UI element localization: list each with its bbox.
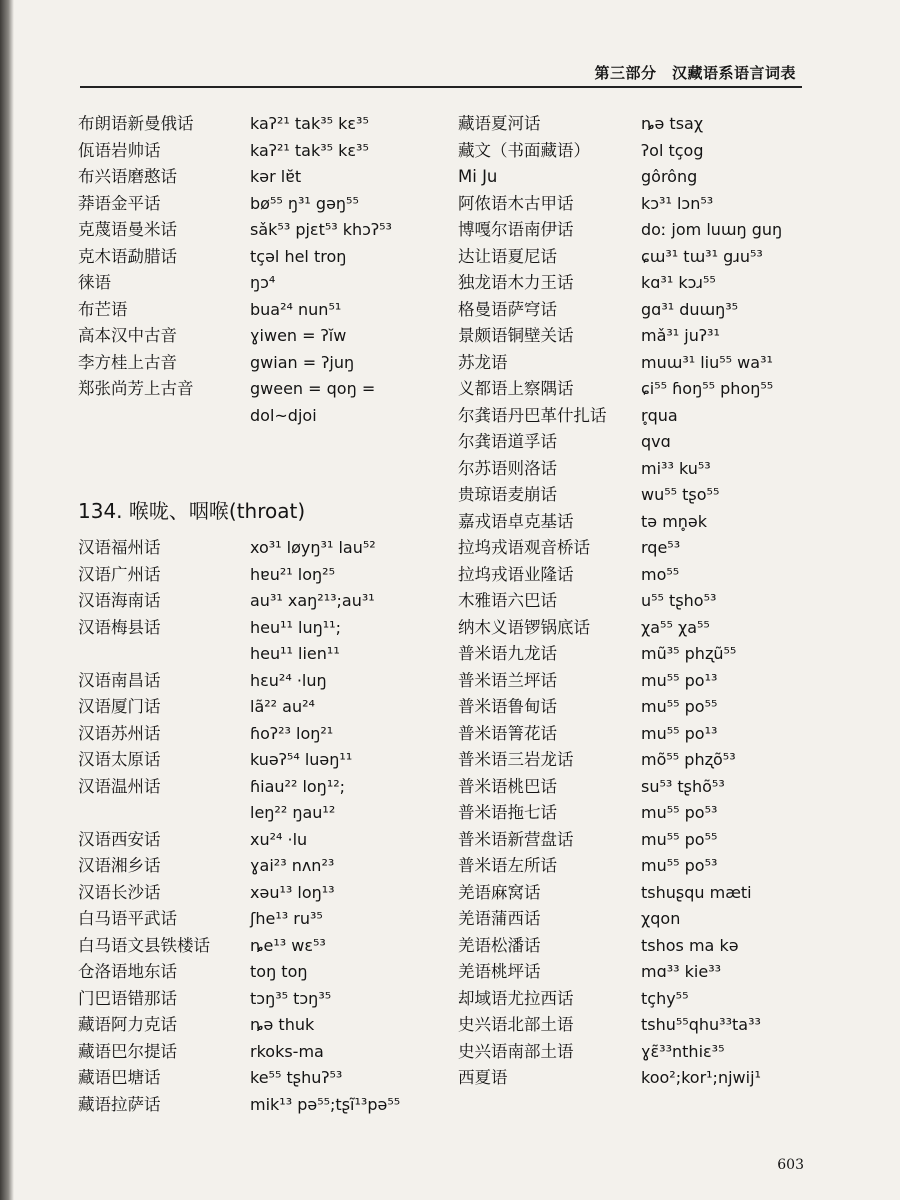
entry-row bbox=[78, 191, 418, 218]
word-form: kaʔ²¹ tak³⁵ kɛ³⁵ bbox=[250, 140, 369, 160]
language-name: 郑张尚芳上古音 bbox=[78, 379, 194, 398]
entry-row bbox=[458, 535, 818, 562]
word-form: mɑ³³ kie³³ bbox=[641, 962, 722, 981]
entry-row bbox=[458, 880, 818, 907]
entry-row bbox=[78, 1092, 418, 1119]
word-form: ʃhe¹³ ru³⁵ bbox=[250, 909, 323, 928]
entry-row bbox=[78, 1039, 418, 1066]
entry-row bbox=[78, 323, 418, 350]
word-form: ɣai²³ nʌn²³ bbox=[250, 856, 335, 875]
word-form: lã²² au²⁴ bbox=[250, 697, 315, 716]
word-form: leŋ²² ŋau¹² bbox=[250, 803, 336, 822]
word-form: su⁵³ tʂhõ⁵³ bbox=[641, 776, 725, 796]
word-form: kɔ³¹ lɔn⁵³ bbox=[641, 193, 714, 213]
entry-row bbox=[458, 297, 818, 324]
entry-row bbox=[458, 244, 818, 271]
language-name: 藏文（书面藏语） bbox=[458, 140, 590, 160]
language-name: 汉语温州话 bbox=[78, 776, 161, 796]
word-form: tɔŋ³⁵ tɔŋ³⁵ bbox=[250, 988, 332, 1008]
language-name: 博嘎尔语南伊话 bbox=[458, 220, 574, 239]
word-form: gɑ³¹ duɯŋ³⁵ bbox=[641, 299, 739, 319]
entry-row bbox=[78, 615, 418, 642]
word-form: bø⁵⁵ ŋ³¹ gəŋ⁵⁵ bbox=[250, 193, 359, 213]
entry-row bbox=[458, 588, 818, 615]
entry-row bbox=[78, 641, 418, 668]
entry-row bbox=[458, 191, 818, 218]
word-form: xu²⁴ ·lu bbox=[250, 829, 308, 849]
entry-row bbox=[78, 1065, 418, 1092]
language-name: 白马语文县铁楼话 bbox=[78, 935, 210, 955]
language-name: 阿侬语木古甲话 bbox=[458, 193, 574, 213]
word-form: ŋɔ⁴ bbox=[250, 273, 276, 292]
word-form: doː jom luɯŋ guŋ bbox=[641, 220, 783, 239]
entry-row bbox=[458, 217, 818, 244]
word-form: ʔol tçog bbox=[641, 140, 704, 160]
entry-row bbox=[458, 1039, 818, 1066]
language-name: 汉语广州话 bbox=[78, 564, 161, 584]
word-form: ɦiau²² loŋ¹²; bbox=[250, 776, 346, 796]
language-name: 汉语梅县话 bbox=[78, 617, 161, 637]
entry-row bbox=[78, 774, 418, 801]
word-form: mu⁵⁵ po¹³ bbox=[641, 723, 718, 743]
language-name: 西夏语 bbox=[458, 1068, 508, 1087]
word-form: hɛu²⁴ ·luŋ bbox=[250, 670, 327, 690]
section-title: 134. 喉咙、咽喉(throat) bbox=[78, 499, 306, 523]
entry-row bbox=[78, 297, 418, 324]
word-form: mu⁵⁵ po⁵³ bbox=[641, 856, 718, 875]
language-name: 义都语上察隅话 bbox=[458, 379, 574, 398]
language-name: Mi Ju bbox=[458, 167, 498, 186]
entry-row bbox=[458, 694, 818, 721]
language-name: 克蔑语曼米话 bbox=[78, 220, 177, 239]
entry-row bbox=[78, 800, 418, 827]
entry-row bbox=[458, 959, 818, 986]
entry-row bbox=[78, 694, 418, 721]
word-form: rqe⁵³ bbox=[641, 538, 681, 557]
language-name: 拉坞戎语业隆话 bbox=[458, 564, 574, 584]
language-name: 木雅语六巴话 bbox=[458, 591, 557, 610]
language-name: 却域语尤拉西话 bbox=[458, 988, 574, 1008]
language-name: 尔龚语丹巴革什扎话 bbox=[458, 405, 607, 425]
language-name: 高本汉中古音 bbox=[78, 326, 177, 345]
word-form: toŋ toŋ bbox=[250, 962, 308, 981]
entry-row bbox=[78, 721, 418, 748]
language-name: 汉语厦门话 bbox=[78, 697, 161, 716]
language-name: 汉语西安话 bbox=[78, 829, 161, 849]
word-form: tçəl hel troŋ bbox=[250, 246, 347, 266]
language-name: 贵琼语麦崩话 bbox=[458, 485, 557, 504]
language-name: 仓洛语地东话 bbox=[78, 962, 177, 981]
language-name: 羌语蒲西话 bbox=[458, 909, 541, 928]
language-name: 汉语南昌话 bbox=[78, 670, 161, 690]
left-column bbox=[78, 111, 418, 1118]
language-name: 尔苏语则洛话 bbox=[458, 458, 557, 478]
language-name: 尔龚语道孚话 bbox=[458, 432, 557, 451]
language-name: 普米语九龙话 bbox=[458, 644, 557, 663]
language-name: 克木语勐腊话 bbox=[78, 246, 177, 266]
word-form: mõ⁵⁵ phʐõ⁵³ bbox=[641, 750, 736, 769]
word-form: tshu⁵⁵qhu³³ta³³ bbox=[641, 1015, 761, 1034]
word-form: ɣiwen = ʔĭw bbox=[250, 326, 347, 345]
language-name: 汉语苏州话 bbox=[78, 723, 161, 743]
word-form: rkoks-ma bbox=[250, 1041, 324, 1061]
language-name: 拉坞戎语观音桥话 bbox=[458, 538, 590, 557]
word-form: mu⁵⁵ po⁵⁵ bbox=[641, 829, 718, 849]
entry-row bbox=[78, 562, 418, 589]
language-name: 布朗语新曼俄话 bbox=[78, 114, 194, 133]
language-name: 汉语福州话 bbox=[78, 538, 161, 557]
language-name: 佤语岩帅话 bbox=[78, 140, 161, 160]
running-header bbox=[80, 62, 802, 88]
language-name: 独龙语木力王话 bbox=[458, 273, 574, 292]
word-form: gween = qoŋ = bbox=[250, 379, 376, 398]
language-name: 羌语松潘话 bbox=[458, 935, 541, 955]
language-name: 普米语拖七话 bbox=[458, 803, 557, 822]
language-name: 普米语桃巴话 bbox=[458, 776, 557, 796]
language-name: 藏语巴塘话 bbox=[78, 1068, 161, 1087]
entry-row bbox=[78, 270, 418, 297]
language-name: 普米语三岩龙话 bbox=[458, 750, 574, 769]
language-name: 藏语阿力克话 bbox=[78, 1015, 177, 1034]
word-form: koo²;kor¹;njwij¹ bbox=[641, 1068, 761, 1087]
entry-row bbox=[458, 986, 818, 1013]
word-form: tshos ma kə bbox=[641, 935, 739, 955]
word-form: muɯ³¹ liu⁵⁵ wa³¹ bbox=[641, 352, 773, 372]
entry-row bbox=[78, 853, 418, 880]
entry-row bbox=[78, 668, 418, 695]
language-name: 苏龙语 bbox=[458, 352, 508, 372]
word-form: bua²⁴ nun⁵¹ bbox=[250, 299, 342, 319]
entry-row bbox=[458, 1012, 818, 1039]
right-column bbox=[458, 111, 818, 1092]
book-spine-shadow bbox=[0, 0, 14, 1200]
entry-row bbox=[458, 350, 818, 377]
word-form: ɦoʔ²³ loŋ²¹ bbox=[250, 723, 334, 743]
entry-row bbox=[458, 509, 818, 536]
language-name: 达让语夏尼话 bbox=[458, 246, 557, 266]
entry-row bbox=[458, 800, 818, 827]
entry-row bbox=[78, 933, 418, 960]
entry-row bbox=[78, 217, 418, 244]
entry-row bbox=[458, 827, 818, 854]
language-name: 布芒语 bbox=[78, 299, 128, 319]
right-entries bbox=[458, 111, 818, 1092]
entry-row bbox=[458, 1065, 818, 1092]
word-form: tə mn̥ək bbox=[641, 511, 708, 531]
word-form: kaʔ²¹ tak³⁵ kɛ³⁵ bbox=[250, 114, 369, 133]
word-form: gôrông bbox=[641, 167, 698, 186]
entry-row bbox=[458, 270, 818, 297]
entry-row bbox=[458, 721, 818, 748]
word-form: χqon bbox=[641, 909, 681, 928]
language-name: 普米语兰坪话 bbox=[458, 670, 557, 690]
entry-row bbox=[458, 111, 818, 138]
language-name: 普米语箐花话 bbox=[458, 723, 557, 743]
word-form: wu⁵⁵ tʂo⁵⁵ bbox=[641, 485, 720, 504]
language-name: 普米语新营盘话 bbox=[458, 829, 574, 849]
word-form: gwian = ʔjuŋ bbox=[250, 352, 355, 372]
entry-row bbox=[458, 138, 818, 165]
language-name: 史兴语北部土语 bbox=[458, 1015, 574, 1034]
language-name: 汉语太原话 bbox=[78, 750, 161, 769]
language-name: 纳木义语锣锅底话 bbox=[458, 617, 590, 637]
entry-row bbox=[458, 906, 818, 933]
language-name: 格曼语萨穹话 bbox=[458, 299, 557, 319]
entry-row bbox=[78, 959, 418, 986]
word-form: ȵə tsaχ bbox=[641, 114, 704, 133]
entry-row bbox=[78, 138, 418, 165]
entry-row bbox=[458, 403, 818, 430]
entry-row bbox=[78, 747, 418, 774]
entry-row bbox=[78, 588, 418, 615]
language-name: 史兴语南部土语 bbox=[458, 1041, 574, 1061]
word-form: u⁵⁵ tʂho⁵³ bbox=[641, 591, 717, 610]
word-form: tçhy⁵⁵ bbox=[641, 988, 689, 1008]
language-name: 景颇语铜壁关话 bbox=[458, 326, 574, 345]
language-name: 莽语金平话 bbox=[78, 193, 161, 213]
word-form: ɕi⁵⁵ ɦoŋ⁵⁵ phoŋ⁵⁵ bbox=[641, 379, 774, 398]
word-form: mǎ³¹ juʔ³¹ bbox=[641, 326, 720, 345]
language-name: 羌语桃坪话 bbox=[458, 962, 541, 981]
word-form: heu¹¹ luŋ¹¹; bbox=[250, 617, 341, 637]
running-header-title: 第三部分 汉藏语系语言词表 bbox=[594, 64, 796, 82]
entry-row bbox=[458, 933, 818, 960]
word-form: kɑ³¹ kɔɹ⁵⁵ bbox=[641, 273, 716, 292]
language-name: 汉语长沙话 bbox=[78, 882, 161, 902]
entry-row bbox=[78, 986, 418, 1013]
entry-row bbox=[458, 562, 818, 589]
page-number: 603 bbox=[777, 1157, 804, 1173]
language-name: 汉语海南话 bbox=[78, 591, 161, 610]
entry-row bbox=[78, 111, 418, 138]
entry-row bbox=[78, 376, 418, 403]
word-form: ke⁵⁵ tʂhuʔ⁵³ bbox=[250, 1068, 343, 1087]
entry-row bbox=[78, 403, 418, 430]
entry-row bbox=[458, 774, 818, 801]
language-name: 嘉戎语卓克基话 bbox=[458, 511, 574, 531]
entry-row bbox=[458, 747, 818, 774]
language-name: 门巴语错那话 bbox=[78, 988, 177, 1008]
left-top-entries bbox=[78, 111, 418, 429]
word-form: xəu¹³ loŋ¹³ bbox=[250, 882, 335, 902]
entry-row bbox=[78, 906, 418, 933]
entry-row bbox=[78, 1012, 418, 1039]
word-form: ɣɛ̃³³nthiɛ³⁵ bbox=[641, 1041, 725, 1061]
entry-row bbox=[458, 164, 818, 191]
word-form: sǎk⁵³ pjɛt⁵³ khɔʔ⁵³ bbox=[250, 220, 392, 239]
entry-row bbox=[458, 456, 818, 483]
language-name: 普米语鲁甸话 bbox=[458, 697, 557, 716]
word-form: qvɑ bbox=[641, 432, 671, 451]
word-form: tshuʂqu mæti bbox=[641, 882, 752, 902]
entry-row bbox=[78, 535, 418, 562]
language-name: 汉语湘乡话 bbox=[78, 856, 161, 875]
entry-row bbox=[458, 323, 818, 350]
word-form: xo³¹ løyŋ³¹ lau⁵² bbox=[250, 538, 376, 557]
word-form: mi³³ ku⁵³ bbox=[641, 458, 711, 478]
entry-row bbox=[78, 350, 418, 377]
word-form: ɕɯ³¹ tɯ³¹ gɹu⁵³ bbox=[641, 246, 763, 266]
word-form: kər lɐ̆t bbox=[250, 167, 302, 186]
entry-row bbox=[458, 853, 818, 880]
entry-row bbox=[458, 641, 818, 668]
entry-row bbox=[458, 668, 818, 695]
language-name: 普米语左所话 bbox=[458, 856, 557, 875]
entry-row bbox=[78, 827, 418, 854]
language-name: 白马语平武话 bbox=[78, 909, 177, 928]
word-form: hɐu²¹ loŋ²⁵ bbox=[250, 564, 335, 584]
word-form: dol~djoi bbox=[250, 405, 317, 425]
language-name: 藏语巴尔提话 bbox=[78, 1041, 177, 1061]
word-form: heu¹¹ lien¹¹ bbox=[250, 644, 340, 663]
left-bottom-entries bbox=[78, 535, 418, 1118]
entry-row bbox=[78, 244, 418, 271]
language-name: 羌语麻窝话 bbox=[458, 882, 541, 902]
entry-row bbox=[78, 880, 418, 907]
entry-row bbox=[458, 429, 818, 456]
word-form: mik¹³ pə⁵⁵;tʂĩ¹³pə⁵⁵ bbox=[250, 1094, 401, 1114]
word-form: mũ³⁵ phʐũ⁵⁵ bbox=[641, 644, 737, 663]
word-form: r̥qua bbox=[641, 405, 678, 425]
section-gap bbox=[78, 429, 418, 491]
language-name: 徕语 bbox=[78, 273, 111, 292]
entry-row bbox=[458, 376, 818, 403]
word-form: mu⁵⁵ po⁵³ bbox=[641, 803, 718, 822]
word-form: kuəʔ⁵⁴ luəŋ¹¹ bbox=[250, 750, 353, 769]
entry-row bbox=[78, 164, 418, 191]
word-form: au³¹ xaŋ²¹³;au³¹ bbox=[250, 591, 375, 610]
language-name: 布兴语磨憨话 bbox=[78, 167, 177, 186]
entry-row bbox=[458, 482, 818, 509]
word-form: ȵə thuk bbox=[250, 1015, 315, 1034]
language-name: 李方桂上古音 bbox=[78, 352, 177, 372]
entry-row bbox=[458, 615, 818, 642]
language-name: 藏语拉萨话 bbox=[78, 1094, 161, 1114]
word-form: mu⁵⁵ po¹³ bbox=[641, 670, 718, 690]
language-name: 藏语夏河话 bbox=[458, 114, 541, 133]
word-form: ȵe¹³ wɛ⁵³ bbox=[250, 935, 326, 955]
word-form: mo⁵⁵ bbox=[641, 564, 680, 584]
word-form: χa⁵⁵ χa⁵⁵ bbox=[641, 617, 710, 637]
word-form: mu⁵⁵ po⁵⁵ bbox=[641, 697, 718, 716]
